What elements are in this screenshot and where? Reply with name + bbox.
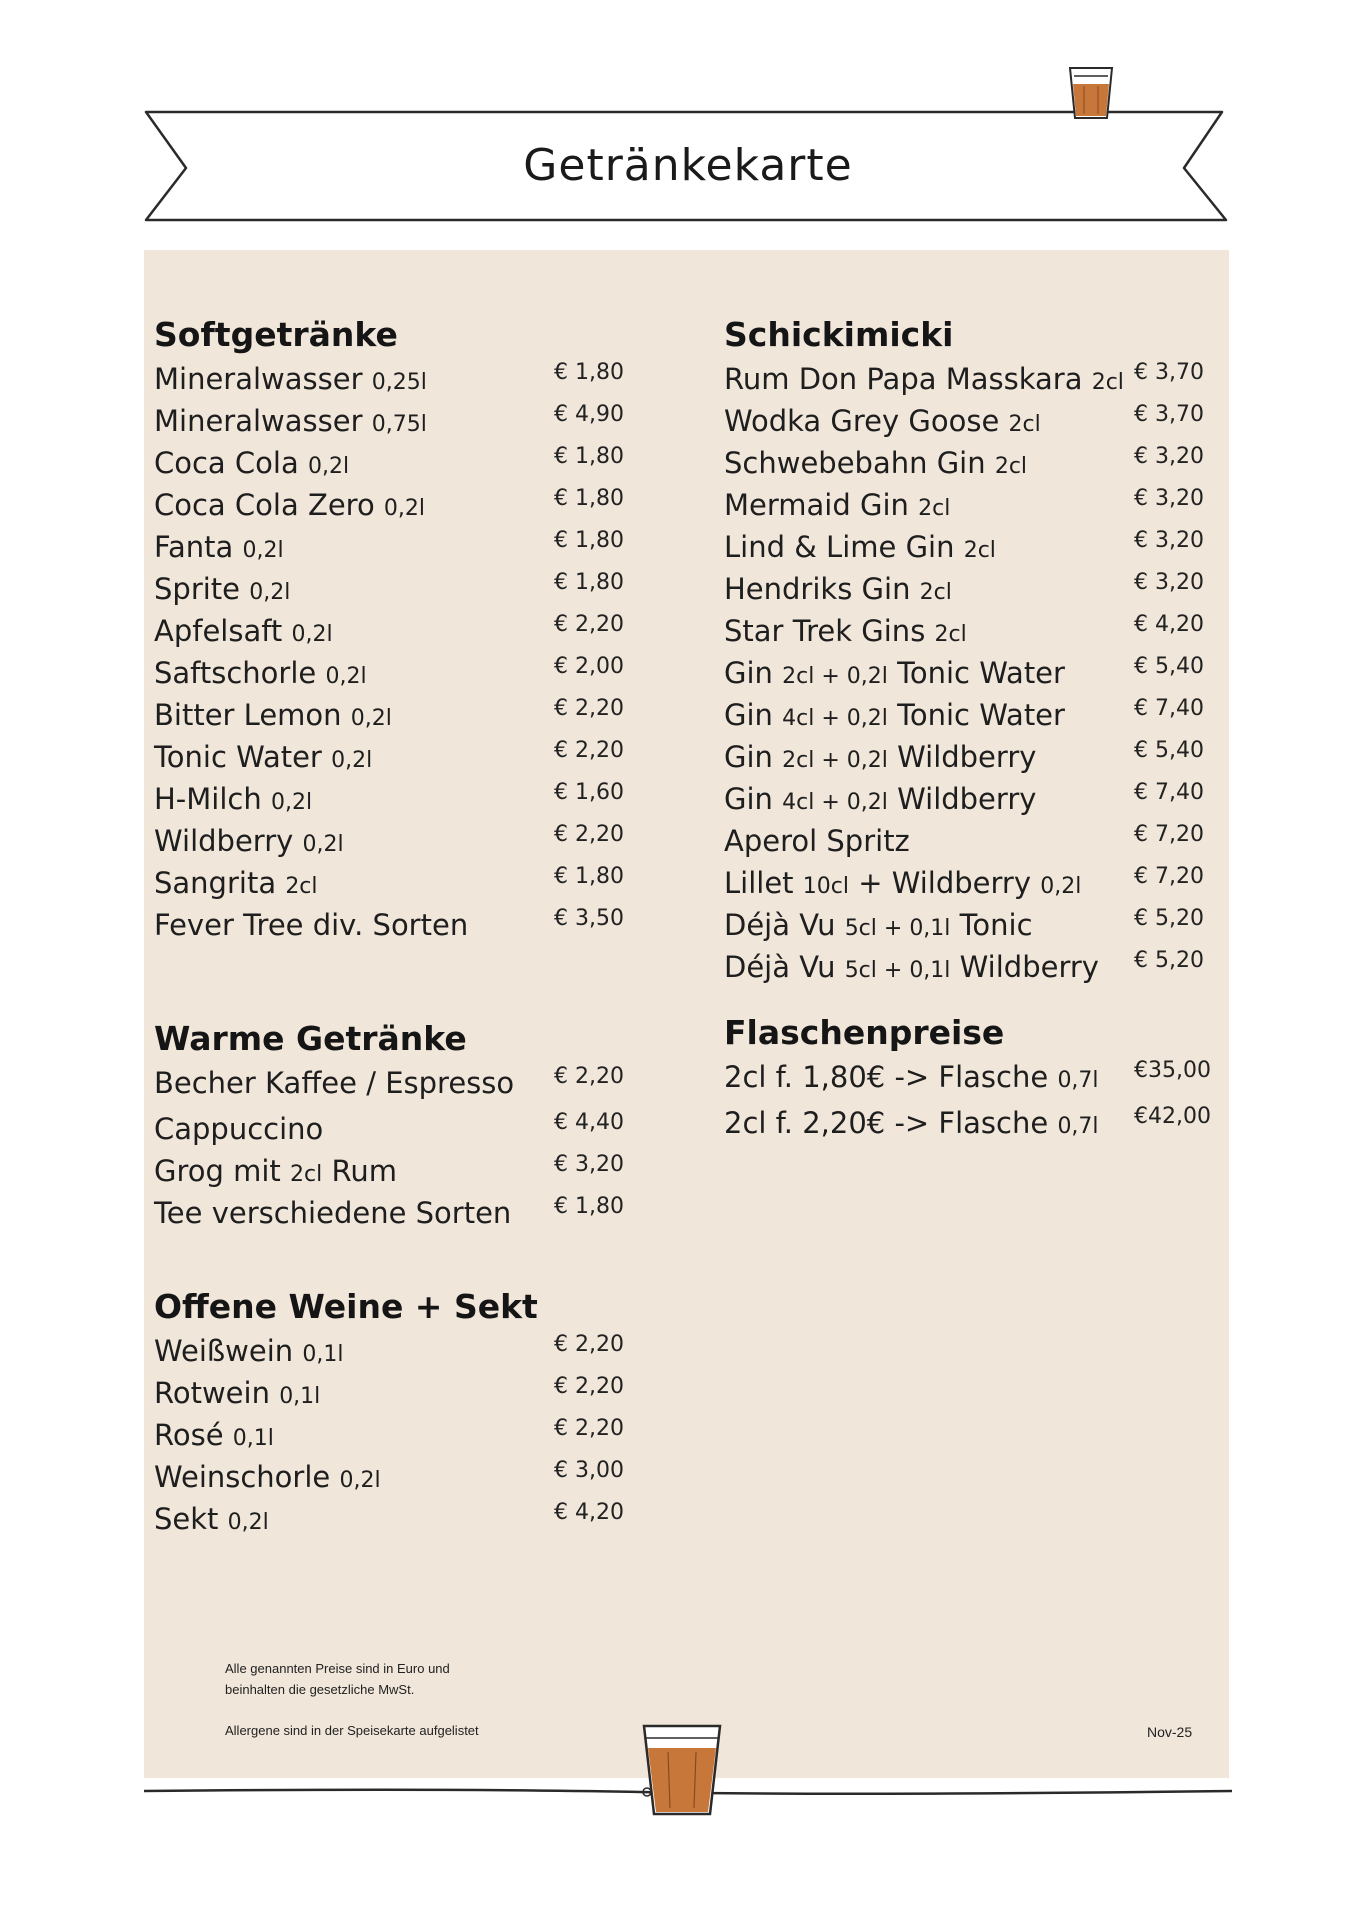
section-softgetraenke [154,312,634,946]
list-item: Aperol Spritz € 7,20 [724,822,1204,858]
list-item: Apfelsaft 0,2l € 2,20 [154,612,624,648]
list-item: Grog mit 2cl Rum € 3,20 [154,1152,624,1188]
list-item: Sangrita 2cl € 1,80 [154,864,624,900]
list-item: Rotwein 0,1l € 2,20 [154,1374,624,1410]
list-item: Déjà Vu 5cl + 0,1l Tonic € 5,20 [724,906,1204,942]
section-schickimicki [724,312,1214,988]
tea-glass-icon [640,1718,724,1825]
list-item: Weinschorle 0,2l € 3,00 [154,1458,624,1494]
list-item: Bitter Lemon 0,2l € 2,20 [154,696,624,732]
list-item: Wodka Grey Goose 2cl € 3,70 [724,402,1204,438]
list-item: 2cl f. 2,20€ -> Flasche 0,7l €42,00 [724,1104,1211,1140]
list-item: Mineralwasser 0,25l € 1,80 [154,360,624,396]
list-item: Wildberry 0,2l € 2,20 [154,822,624,858]
section-title: Flaschenpreise [724,1013,1005,1052]
list-item: Mermaid Gin 2cl € 3,20 [724,486,1204,522]
list-item: H-Milch 0,2l € 1,60 [154,780,624,816]
left-column [154,312,634,1540]
section-warme-getraenke [154,1016,634,1234]
list-item: Sprite 0,2l € 1,80 [154,570,624,606]
list-item: Hendriks Gin 2cl € 3,20 [724,570,1204,606]
price-note: Alle genannten Preise sind in Euro und beinhalten die gesetzliche MwSt. [225,1661,450,1697]
section-offene-weine [154,1284,634,1540]
list-item: Saftschorle 0,2l € 2,00 [154,654,624,690]
list-item: Gin 2cl + 0,2l Wildberry € 5,40 [724,738,1204,774]
list-item: Weißwein 0,1l € 2,20 [154,1332,624,1368]
section-title: Warme Getränke [154,1019,467,1058]
list-item: Becher Kaffee / Espresso € 2,20 [154,1064,624,1100]
list-item: Rosé 0,1l € 2,20 [154,1416,624,1452]
list-item: 2cl f. 1,80€ -> Flasche 0,7l €35,00 [724,1058,1211,1094]
list-item: Gin 2cl + 0,2l Tonic Water € 5,40 [724,654,1204,690]
menu-panel [144,250,1229,1778]
list-item: Gin 4cl + 0,2l Wildberry € 7,40 [724,780,1204,816]
list-item: Tonic Water 0,2l € 2,20 [154,738,624,774]
section-title: Softgetränke [154,315,398,354]
tea-glass-icon [1066,62,1116,127]
section-title: Offene Weine + Sekt [154,1287,538,1326]
list-item: Lind & Lime Gin 2cl € 3,20 [724,528,1204,564]
list-item: Gin 4cl + 0,2l Tonic Water € 7,40 [724,696,1204,732]
list-item: Star Trek Gins 2cl € 4,20 [724,612,1204,648]
list-item: Fever Tree div. Sorten € 3,50 [154,906,624,942]
list-item: Fanta 0,2l € 1,80 [154,528,624,564]
list-item: Mineralwasser 0,75l € 4,90 [154,402,624,438]
list-item: Schwebebahn Gin 2cl € 3,20 [724,444,1204,480]
right-column [724,312,1214,1148]
list-item: Coca Cola 0,2l € 1,80 [154,444,624,480]
version-date: Nov-25 [1147,1724,1193,1740]
list-item: Sekt 0,2l € 4,20 [154,1500,624,1536]
list-item: Tee verschiedene Sorten € 1,80 [154,1194,624,1230]
list-item: Cappuccino € 4,40 [154,1110,624,1146]
section-flaschenpreise [724,1010,1214,1148]
page-title: Getränkekarte [523,140,853,191]
list-item: Coca Cola Zero 0,2l € 1,80 [154,486,624,522]
list-item: Lillet 10cl + Wildberry 0,2l € 7,20 [724,864,1204,900]
section-title: Schickimicki [724,315,954,354]
allergen-note: Allergene sind in der Speisekarte aufgelistet [225,1723,479,1738]
list-item: Déjà Vu 5cl + 0,1l Wildberry € 5,20 [724,948,1204,984]
list-item: Rum Don Papa Masskara 2cl € 3,70 [724,360,1204,396]
